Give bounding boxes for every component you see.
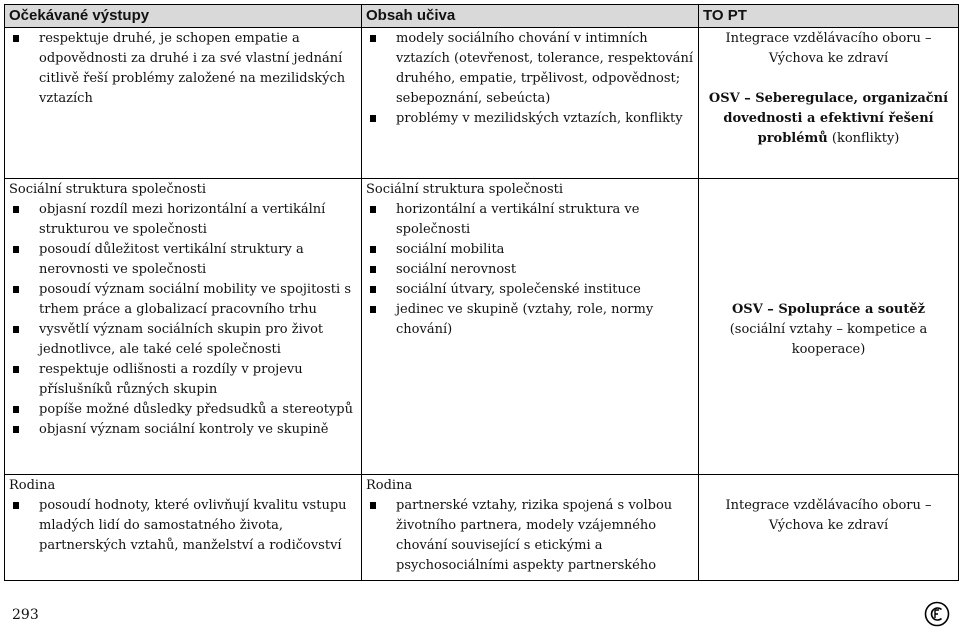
list-item: sociální mobilita — [366, 240, 694, 260]
header-content: Obsah učiva — [362, 5, 699, 28]
section-title: Rodina — [366, 478, 413, 493]
table-header-row — [5, 5, 959, 28]
list-item: respektuje odlišnosti a rozdíly v projevu příslušníků různých skupin — [9, 360, 357, 400]
list-item: sociální nerovnost — [366, 260, 694, 280]
content-cell — [362, 28, 699, 179]
list-item: horizontální a vertikální struktura ve společnosti — [366, 200, 694, 240]
publisher-logo-icon — [924, 601, 950, 627]
content-cell — [362, 475, 699, 581]
header-outputs: Očekávané výstupy — [5, 5, 362, 28]
list-item: jedinec ve skupině (vztahy, role, normy chování) — [366, 300, 694, 340]
list-item: posoudí význam sociální mobility ve spojitosti s trhem práce a globalizací pracovního trhu — [9, 280, 357, 320]
list-item: popíše možné důsledky předsudků a stereotypů — [9, 400, 357, 420]
outputs-cell — [5, 475, 362, 581]
list-item: posoudí hodnoty, které ovlivňují kvalitu vstupu mladých lidí do samostatného života, partnerských vztahů, manželství a rodičovství — [9, 496, 357, 556]
outputs-cell — [5, 179, 362, 475]
table-row — [5, 28, 959, 179]
section-title: Sociální struktura společnosti — [366, 182, 563, 197]
outputs-cell — [5, 28, 362, 179]
curriculum-table — [4, 4, 959, 581]
list-item: posoudí důležitost vertikální struktury a nerovnosti ve společnosti — [9, 240, 357, 280]
pt-theme — [703, 300, 954, 360]
pt-theme-title: OSV – Spolupráce a soutěž — [731, 302, 925, 317]
pt-theme-note: (sociální vztahy – kompetice a kooperace) — [729, 322, 928, 357]
pt-integration-subject: Výchova ke zdraví — [768, 51, 889, 66]
table-row — [5, 179, 959, 475]
list-item: partnerské vztahy, rizika spojená s volbou životního partnera, modely vzájemného chování související s etickými a psychosociálními aspekty partnerského — [366, 496, 694, 576]
table-row — [5, 475, 959, 581]
content-cell — [362, 179, 699, 475]
pt-integration-line: Integrace vzdělávacího oboru – — [725, 498, 932, 513]
pt-theme — [703, 89, 954, 149]
pt-cell — [699, 28, 959, 179]
list-item: objasní význam sociální kontroly ve skupině — [9, 420, 357, 440]
header-pt: TO PT — [699, 5, 959, 28]
pt-cell — [699, 179, 959, 475]
pt-integration-line: Integrace vzdělávacího oboru – — [725, 31, 932, 46]
list-item: vysvětlí význam sociálních skupin pro život jednotlivce, ale také celé společnosti — [9, 320, 357, 360]
list-item: objasní rozdíl mezi horizontální a vertikální strukturou ve společnosti — [9, 200, 357, 240]
list-item: modely sociálního chování v intimních vztazích (otevřenost, tolerance, respektování druhého, empatie, trpělivost, odpovědnost; sebepoznání, sebeúcta) — [366, 29, 694, 109]
section-title: Sociální struktura společnosti — [9, 182, 206, 197]
pt-cell — [699, 475, 959, 581]
section-title: Rodina — [9, 478, 56, 493]
list-item: sociální útvary, společenské instituce — [366, 280, 694, 300]
pt-theme-title: OSV – Seberegulace, organizační dovednosti a efektivní řešení problémů — [708, 91, 949, 146]
pt-theme-note: (konflikty) — [827, 131, 900, 146]
page-number: 293 — [12, 607, 39, 623]
list-item: respektuje druhé, je schopen empatie a odpovědnosti za druhé i za své vlastní jednání citlivě řeší problémy založené na mezilidských vztazích — [9, 29, 357, 109]
list-item: problémy v mezilidských vztazích, konflikty — [366, 109, 694, 129]
pt-integration-subject: Výchova ke zdraví — [768, 518, 889, 533]
